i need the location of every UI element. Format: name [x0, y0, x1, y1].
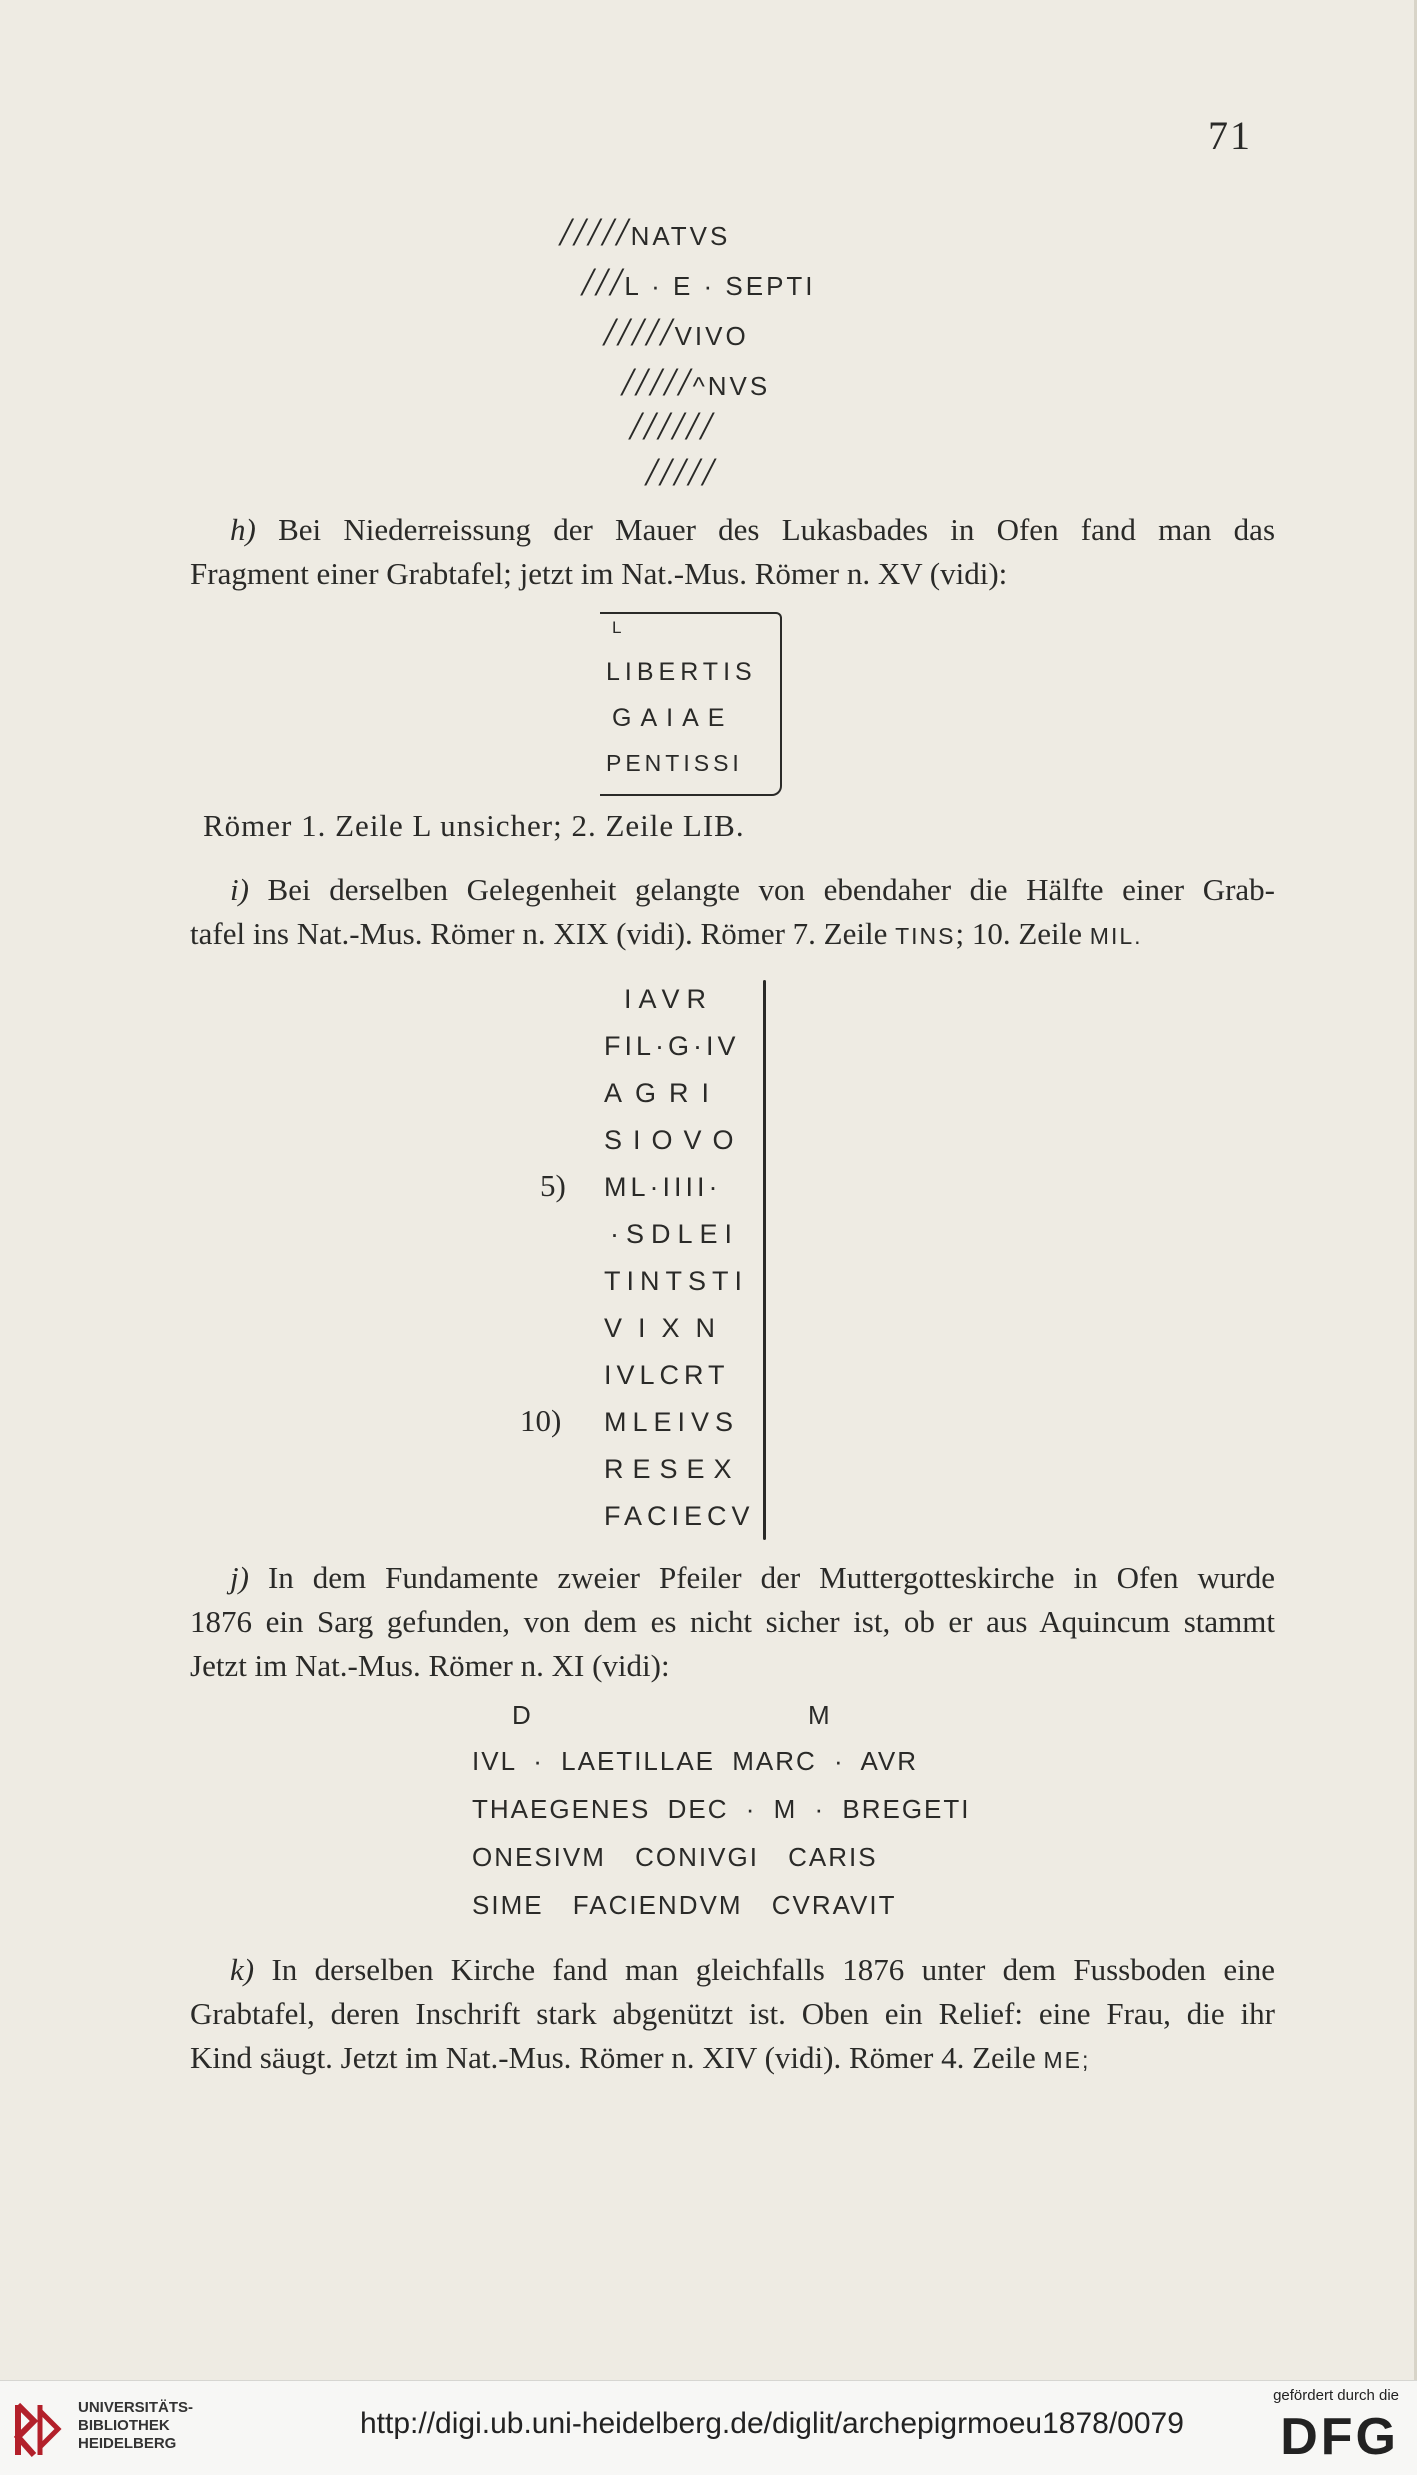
inscription-text: FIL·G·IV	[604, 1031, 740, 1061]
inscription-text: IVLCRT	[604, 1360, 730, 1390]
inscription-text: FACIECV	[604, 1501, 755, 1531]
inscription-line	[630, 402, 715, 449]
inscription-text: MLEIVS	[604, 1407, 740, 1437]
inscription-text: IAVR	[624, 984, 714, 1014]
paragraph-text: Bei derselben Gelegenheit gelangte von ebendaher die Hälfte einer Grab-	[267, 872, 1276, 907]
inscription-line	[520, 1403, 760, 1450]
inscription-text: SIOVO	[604, 1125, 745, 1155]
line-number: 5)	[540, 1168, 566, 1203]
paragraph-line	[190, 2036, 1275, 2082]
lacuna-marks: /////	[646, 449, 717, 494]
inscription-line	[520, 1262, 760, 1309]
inscription-text: AGRI	[604, 1078, 723, 1108]
inscription-header-left: D	[512, 1700, 533, 1730]
paragraph-text: In dem Fundamente zweier Pfeiler der Muttergotteskirche in Ofen wurde	[267, 1560, 1276, 1595]
paragraph-tag: h)	[230, 512, 256, 547]
paragraph-line	[190, 1948, 1275, 1992]
inscription-line	[520, 1450, 760, 1497]
fragment-edge	[763, 980, 766, 1540]
inscription-text: VIVO	[674, 321, 749, 351]
paragraph-i	[190, 868, 1275, 958]
paragraph-line: Grabtafel, deren Inschrift stark abgenützt ist. Oben ein Relief: eine Frau, die ihr	[190, 1996, 1275, 2031]
paragraph-line: Jetzt im Nat.-Mus. Römer n. XI (vidi):	[190, 1648, 670, 1683]
library-name	[78, 2399, 193, 2453]
inscription-line: THAEGENES DEC · M · BREGETI	[472, 1794, 971, 1824]
inscription-text: ·SDLEI	[610, 1219, 740, 1249]
inscription-line	[560, 208, 730, 255]
inscription-line	[520, 1309, 760, 1356]
lacuna-marks: //////	[630, 403, 715, 448]
library-name-line: UNIVERSITÄTS-	[78, 2399, 194, 2416]
inscription-header-right: M	[808, 1700, 832, 1730]
paragraph-j	[190, 1556, 1275, 1688]
inscription-text: NATVS	[630, 221, 731, 251]
note-h: Römer 1. Zeile L unsicher; 2. Zeile LIB.	[203, 808, 745, 843]
small-caps-text: ME;	[1043, 2047, 1091, 2073]
paragraph-text: Kind säugt. Jetzt im Nat.-Mus. Römer n. XIV (vidi). Römer 4. Zeile	[190, 2040, 1036, 2075]
paragraph-line	[190, 508, 1275, 552]
footer-bar	[0, 2380, 1417, 2475]
inscription-line	[622, 358, 770, 405]
inscription-line	[520, 1168, 760, 1215]
inscription-text: L · E · SEPTI	[624, 271, 816, 301]
paragraph-tag: i)	[230, 872, 249, 907]
paragraph-line	[190, 1556, 1275, 1600]
dfg-logo-icon: DFG	[1280, 2408, 1399, 2466]
inscription-line	[520, 980, 760, 1027]
paragraph-text: ; 10. Zeile	[955, 916, 1083, 951]
small-caps-text: TINS	[895, 923, 956, 949]
inscription-line: SIME FACIENDVM CVRAVIT	[472, 1890, 897, 1920]
inscription-text: ^NVS	[692, 371, 771, 401]
lacuna-marks: ///	[582, 259, 625, 304]
library-name-line: BIBLIOTHEK	[78, 2417, 170, 2434]
paragraph-line	[190, 912, 1275, 958]
paragraph-line: Fragment einer Grabtafel; jetzt im Nat.-Mus. Römer n. XV (vidi):	[190, 556, 1008, 591]
inscription-i	[520, 980, 760, 1544]
inscription-text: RESEX	[604, 1454, 741, 1484]
inscription-line	[646, 448, 717, 495]
inscription-text: TINTSTI	[604, 1266, 748, 1296]
permalink-url[interactable]: http://digi.ub.uni-heidelberg.de/diglit/archepigrmoeu1878/0079	[360, 2407, 1184, 2440]
paragraph-text: tafel ins Nat.-Mus. Römer n. XIX (vidi). Römer 7. Zeile	[190, 916, 888, 951]
inscription-line: ONESIVM CONIVGI CARIS	[472, 1842, 878, 1872]
paragraph-text: Bei Niederreissung der Mauer des Lukasbades in Ofen fand man das	[278, 512, 1276, 547]
inscription-text: ML·IIII·	[604, 1172, 722, 1202]
inscription-line: LIBERTIS	[606, 658, 757, 686]
inscription-text: VIXN	[604, 1313, 732, 1343]
paragraph-text: In derselben Kirche fand man gleichfalls 1876 unter dem Fussboden eine	[271, 1952, 1276, 1987]
inscription-line	[520, 1215, 760, 1262]
inscription-line	[520, 1027, 760, 1074]
inscription-line: IVL · LAETILLAE MARC · AVR	[472, 1746, 918, 1776]
inscription-line	[582, 258, 816, 305]
university-library-logo-icon	[14, 2401, 62, 2459]
lacuna-marks: /////	[560, 209, 631, 254]
paragraph-tag: j)	[230, 1560, 249, 1595]
library-name-line: HEIDELBERG	[78, 2435, 177, 2452]
paragraph-h	[190, 508, 1275, 596]
inscription-line: GAIAE	[612, 704, 734, 732]
lacuna-marks: /////	[604, 309, 675, 354]
inscription-line	[520, 1121, 760, 1168]
inscription-line	[520, 1356, 760, 1403]
paragraph-tag: k)	[230, 1952, 255, 1987]
funder-label: gefördert durch die	[1273, 2387, 1399, 2404]
lacuna-marks: /////	[622, 359, 693, 404]
inscription-line: PENTISSI	[606, 750, 743, 776]
inscription-line	[604, 308, 749, 355]
inscription-line: L	[612, 618, 629, 637]
small-caps-text: MIL.	[1089, 923, 1143, 949]
line-number: 10)	[520, 1403, 562, 1438]
paragraph-line: 1876 ein Sarg gefunden, von dem es nicht sicher ist, ob er aus Aquincum stammt	[190, 1604, 1275, 1639]
inscription-line	[520, 1497, 760, 1544]
paragraph-line	[190, 868, 1275, 912]
inscription-line	[520, 1074, 760, 1121]
paragraph-k	[190, 1948, 1275, 2082]
page-number: 71	[1208, 113, 1252, 158]
